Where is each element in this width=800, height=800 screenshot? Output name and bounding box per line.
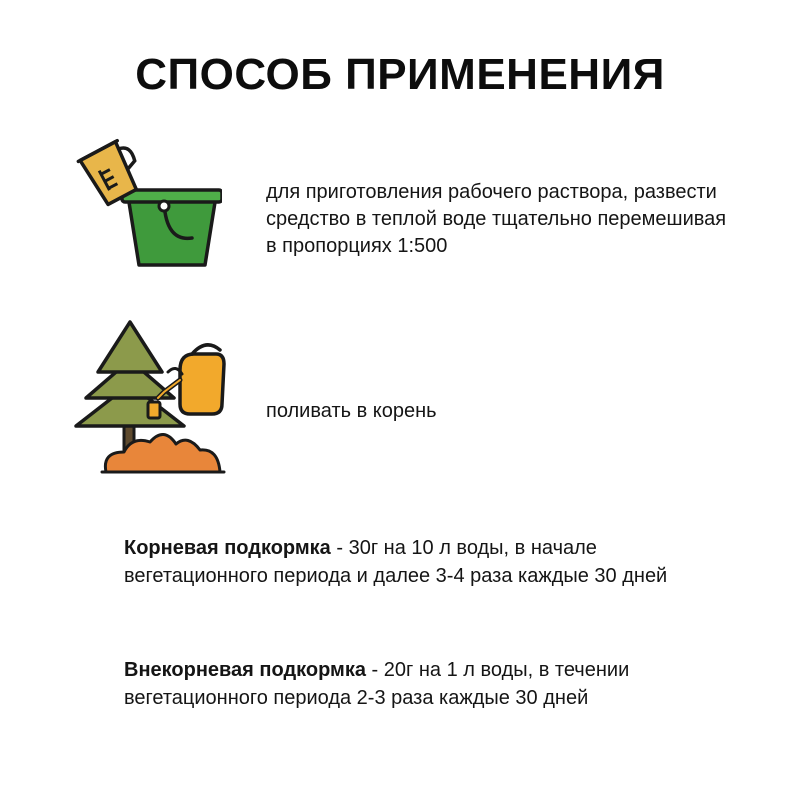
tree-watering-can-icon — [72, 318, 232, 478]
bucket-with-measuring-cup-icon — [72, 122, 222, 272]
root-feeding-text: - 30г на 10 л воды, в начале вегетационного периода и далее 3-4 раза каждые 30 дней — [124, 537, 668, 587]
foliar-feeding-note — [124, 656, 724, 712]
root-feeding-note — [124, 534, 724, 590]
root-feeding-label: Корневая подкормка — [124, 537, 331, 559]
page-title: СПОСОБ ПРИМЕНЕНИЯ — [135, 50, 665, 99]
step-2-text: поливать в корень — [266, 400, 437, 422]
foliar-feeding-label: Внекорневая подкормка — [124, 659, 366, 681]
step-1-text: для приготовления рабочего раствора, развести средство в теплой воде тщательно перемешивая в пропорциях 1:500 — [266, 181, 727, 257]
foliar-feeding-text: - 20г на 1 л воды, в течении вегетационного периода 2-3 раза каждые 30 дней — [124, 659, 630, 709]
